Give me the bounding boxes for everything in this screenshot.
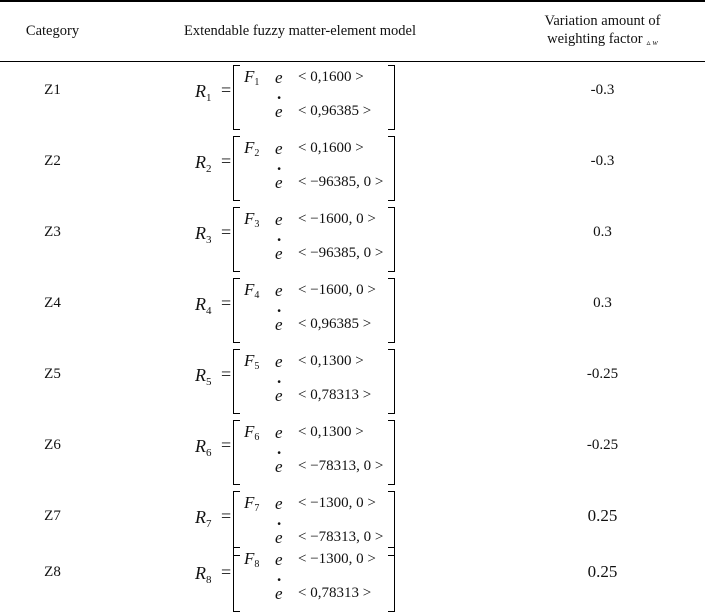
left-bracket	[233, 65, 240, 130]
header-category: Category	[25, 23, 80, 39]
row-category: Z2	[44, 153, 61, 169]
dot-separator: .	[277, 368, 282, 387]
e-symbol-2: e	[275, 102, 283, 121]
e-symbol-2: e	[275, 528, 283, 547]
table-row	[0, 275, 705, 346]
table-row	[0, 62, 705, 133]
row-variation: -0.3	[590, 153, 615, 169]
table-row	[0, 417, 705, 488]
interval-1: < 0,1300 >	[298, 353, 364, 369]
f-symbol: $F_7$	[244, 493, 260, 514]
interval-2: < −78313, 0 >	[298, 458, 384, 474]
interval-2: < 0,96385 >	[298, 103, 372, 119]
interval-2: < −96385, 0 >	[298, 245, 384, 261]
e-symbol-1: e	[275, 68, 283, 87]
equals-sign: =	[221, 435, 232, 455]
e-symbol-1: e	[275, 550, 283, 569]
table-row	[0, 544, 705, 615]
table-top-rule	[0, 0, 705, 2]
interval-2: < −96385, 0 >	[298, 174, 384, 190]
f-symbol: $F_1$	[244, 67, 260, 88]
equals-sign: =	[221, 364, 232, 384]
row-category: Z5	[44, 366, 61, 382]
e-symbol-1: e	[275, 352, 283, 371]
header-variation-line1: Variation amount of	[544, 13, 661, 29]
row-variation: -0.25	[586, 437, 619, 453]
dot-separator: .	[277, 84, 282, 103]
e-symbol-2: e	[275, 244, 283, 263]
e-symbol-1: e	[275, 139, 283, 158]
right-bracket	[388, 207, 395, 272]
equals-sign: =	[221, 506, 232, 526]
e-symbol-2: e	[275, 386, 283, 405]
matter-element-model	[195, 544, 425, 615]
equals-sign: =	[221, 293, 232, 313]
right-bracket	[388, 136, 395, 201]
e-symbol-1: e	[275, 281, 283, 300]
dot-separator: .	[277, 155, 282, 174]
right-bracket	[388, 65, 395, 130]
dot-separator: .	[277, 510, 282, 529]
interval-1: < −1600, 0 >	[298, 211, 376, 227]
equals-sign: =	[221, 562, 232, 582]
row-variation: 0.25	[587, 506, 618, 525]
interval-2: < 0,96385 >	[298, 316, 372, 332]
row-category: Z4	[44, 295, 61, 311]
interval-2: < 0,78313 >	[298, 387, 372, 403]
f-symbol: $F_2$	[244, 138, 260, 159]
f-symbol: $F_4$	[244, 280, 260, 301]
left-bracket	[233, 420, 240, 485]
row-category: Z8	[44, 564, 61, 580]
r-symbol: $R_1$	[195, 81, 212, 104]
equals-sign: =	[221, 222, 232, 242]
table-row	[0, 204, 705, 275]
header-variation-text: weighting factor	[547, 31, 643, 47]
left-bracket	[233, 547, 240, 612]
interval-1: < 0,1300 >	[298, 424, 364, 440]
right-bracket	[388, 349, 395, 414]
e-symbol-1: e	[275, 210, 283, 229]
e-symbol-2: e	[275, 173, 283, 192]
interval-1: < 0,1600 >	[298, 69, 364, 85]
matter-element-model	[195, 133, 425, 204]
dot-separator: .	[277, 226, 282, 245]
right-bracket	[388, 547, 395, 612]
f-symbol: $F_8$	[244, 549, 260, 570]
e-symbol-2: e	[275, 315, 283, 334]
row-variation: 0.3	[593, 295, 612, 311]
header-variation-line2	[500, 30, 705, 52]
row-category: Z7	[44, 508, 61, 524]
interval-1: < −1600, 0 >	[298, 282, 376, 298]
matter-element-model	[195, 346, 425, 417]
f-symbol: $F_3$	[244, 209, 260, 230]
left-bracket	[233, 278, 240, 343]
matter-element-model	[195, 275, 425, 346]
e-symbol-2: e	[275, 457, 283, 476]
f-symbol: $F_5$	[244, 351, 260, 372]
r-symbol: $R_6$	[195, 436, 212, 459]
dot-separator: .	[277, 566, 282, 585]
right-bracket	[388, 278, 395, 343]
interval-1: < −1300, 0 >	[298, 551, 376, 567]
row-variation: 0.25	[587, 562, 618, 581]
right-bracket	[388, 420, 395, 485]
left-bracket	[233, 207, 240, 272]
r-symbol: $R_5$	[195, 365, 212, 388]
interval-1: < 0,1600 >	[298, 140, 364, 156]
equals-sign: =	[221, 80, 232, 100]
row-variation: -0.25	[586, 366, 619, 382]
table-row	[0, 133, 705, 204]
e-symbol-1: e	[275, 423, 283, 442]
row-category: Z3	[44, 224, 61, 240]
matter-element-model	[195, 62, 425, 133]
r-symbol: $R_4$	[195, 294, 212, 317]
table-row	[0, 346, 705, 417]
e-symbol-2: e	[275, 584, 283, 603]
interval-1: < −1300, 0 >	[298, 495, 376, 511]
interval-2: < 0,78313 >	[298, 585, 372, 601]
header-variation	[500, 12, 705, 52]
e-symbol-1: e	[275, 494, 283, 513]
r-symbol: $R_7$	[195, 507, 212, 530]
left-bracket	[233, 136, 240, 201]
dot-separator: .	[277, 297, 282, 316]
dot-separator: .	[277, 439, 282, 458]
left-bracket	[233, 349, 240, 414]
r-symbol: $R_8$	[195, 563, 212, 586]
row-category: Z1	[44, 82, 61, 98]
matter-element-model	[195, 204, 425, 275]
r-symbol: $R_2$	[195, 152, 212, 175]
header-model: Extendable fuzzy matter-element model	[183, 23, 416, 39]
interval-2: < −78313, 0 >	[298, 529, 384, 545]
row-variation: -0.3	[590, 82, 615, 98]
f-symbol: $F_6$	[244, 422, 260, 443]
equals-sign: =	[221, 151, 232, 171]
row-variation: 0.3	[593, 224, 612, 240]
row-category: Z6	[44, 437, 61, 453]
matter-element-model	[195, 417, 425, 488]
r-symbol: $R_3$	[195, 223, 212, 246]
weighting-factor-symbol: ▵ w	[646, 38, 658, 47]
